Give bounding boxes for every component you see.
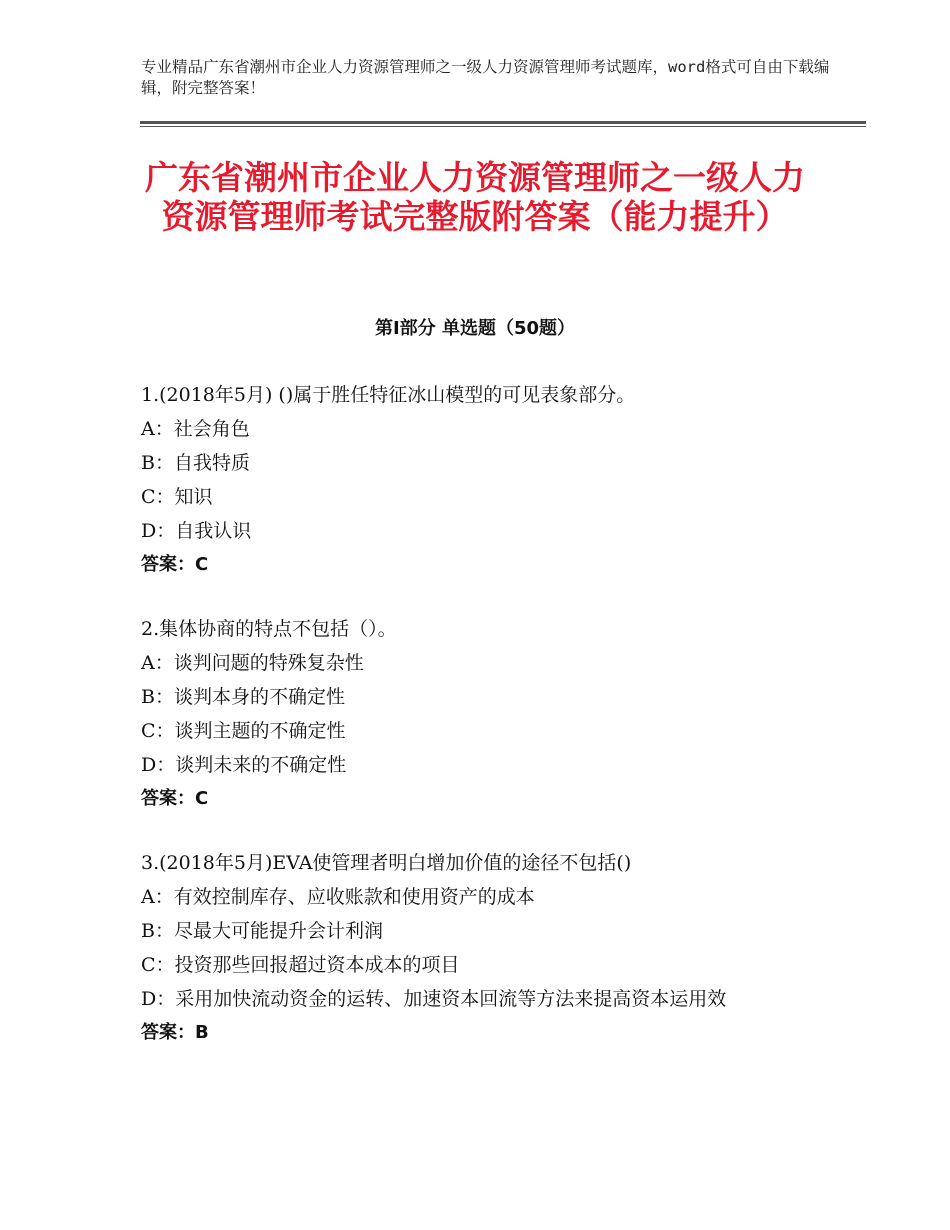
option-c: C：投资那些回报超过资本成本的项目 bbox=[141, 954, 460, 976]
option-c: C：知识 bbox=[141, 486, 213, 508]
answer-line: 答案：C bbox=[141, 554, 209, 575]
header-divider-thick bbox=[140, 121, 866, 124]
option-d: D：谈判未来的不确定性 bbox=[141, 754, 347, 776]
question-stem: 2.集体协商的特点不包括（）。 bbox=[141, 618, 397, 640]
option-a: A：有效控制库存、应收账款和使用资产的成本 bbox=[141, 886, 535, 908]
option-b: B：自我特质 bbox=[141, 452, 250, 474]
question-list bbox=[141, 378, 831, 1080]
option-a: A：社会角色 bbox=[141, 418, 250, 440]
answer-line: 答案：B bbox=[141, 1022, 209, 1043]
header-note: 专业精品广东省潮州市企业人力资源管理师之一级人力资源管理师考试题库，word格式可自由下载编辑，附完整答案！ bbox=[141, 58, 830, 97]
question-stem: 1.(2018年5月) ()属于胜任特征冰山模型的可见表象部分。 bbox=[141, 384, 636, 406]
option-a: A：谈判问题的特殊复杂性 bbox=[141, 652, 364, 674]
option-d: D：采用加快流动资金的运转、加速资本回流等方法来提高资本运用效 bbox=[141, 988, 727, 1010]
section-title: 第Ⅰ部分 单选题（50题） bbox=[374, 318, 575, 339]
question-3 bbox=[141, 846, 831, 1050]
question-stem: 3.(2018年5月)EVA使管理者明白增加价值的途径不包括() bbox=[141, 852, 632, 874]
option-b: B：谈判本身的不确定性 bbox=[141, 686, 345, 708]
question-1 bbox=[141, 378, 831, 582]
document-title: 广东省潮州市企业人力资源管理师之一级人力资源管理师考试完整版附答案（能力提升） bbox=[145, 158, 805, 236]
option-b: B：尽最大可能提升会计利润 bbox=[141, 920, 383, 942]
option-c: C：谈判主题的不确定性 bbox=[141, 720, 346, 742]
option-d: D：自我认识 bbox=[141, 520, 252, 542]
header-divider-thin bbox=[140, 126, 866, 127]
answer-line: 答案：C bbox=[141, 788, 209, 809]
question-2 bbox=[141, 612, 831, 816]
